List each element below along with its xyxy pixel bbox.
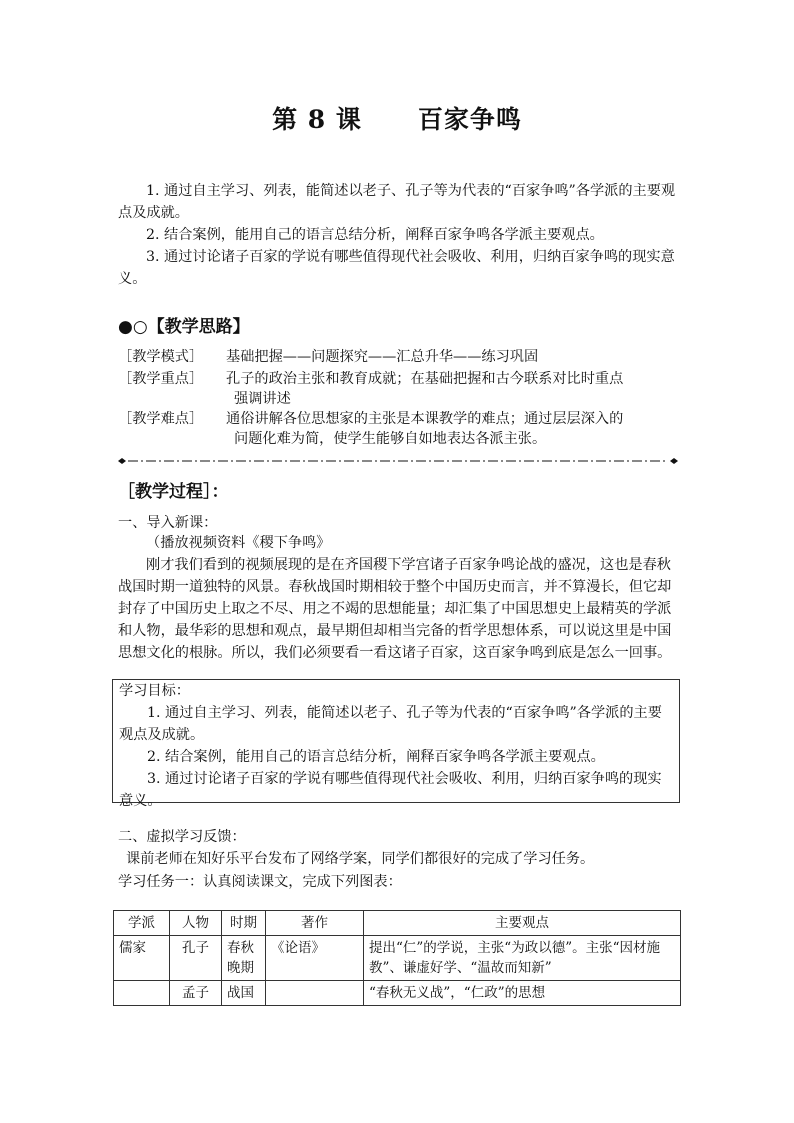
table-row xyxy=(114,981,681,1006)
table-cell xyxy=(114,981,170,1006)
lesson-number: 第 8 课 xyxy=(272,105,362,134)
table-cell: 儒家 xyxy=(114,936,170,981)
learning-objectives-box xyxy=(112,679,680,809)
box-objective-1: 1. 通过自主学习、列表，能简述以老子、孔子等为代表的“百家争鸣”各学派的主要观点及成就。 xyxy=(119,705,662,743)
document-page: 第 8 课 百家争鸣 1. 通过自主学习、列表，能简述以老子、孔子等为代表的“百家争鸣”各学派的主要观点及成就。 2. 结合案例，能用自己的语言总结分析，阐释百家争鸣各学派主要观点。 3. 通过讨论诸子百家的学说有哪些值得现代社会吸收、利用，归纳百家争鸣的现实意义。 ●○【教学思路】 ［教学模式］ 基础把握——问题探究——汇总升华——练习巩固 ［教学重点］ 孔子的政治主张和教育成就；在基础把握和古今联系对比时重点 强调讲述 ［教学难点］ 通俗讲解各位思想家的主张是本课教学的难点；通过层层深入的 问题化难为简，使学生能够自如地表达各派主张。 ［教学过程］： 一、导入新课： （播放视频资料《稷下争鸣》 刚才我们看到的视频展现的是在齐国稷下学宫诸子百家争鸣论战的盛况，这也是春秋战国时期一道独特的风景。春秋战国时期相较于整个中国历史而言，并不算漫长，但它却封存了中国历史上取之不尽、用之不竭的思想能量；却汇集了中国思想史上最精英的学派和人物，最华彩的思想和观点，最早期但却相当完备的哲学思想体系，可以说这里是中国思想文化的根脉。所以，我们必须要看一看这诸子百家，这百家争鸣到底是怎么一回事。 学习目标： 1. 通过自主学习、列表，能简述以老子、孔子等为代表的“百家争鸣”各学派的主要观点及成就。 2. 结合案例，能用自己的语言总结分析，阐释百家争鸣各学派主要观点。 3. 通过讨论诸子百家的学说有哪些值得现代社会吸收、利用，归纳百家争鸣的现实意义。 二、虚拟学习反馈： 课前老师在知好乐平台发布了网络学案，同学们都很好的完成了学习任务。 学习任务一：认真阅读课文，完成下列图表： 学派 人物 时期 著作 主要观点 儒家 孔子 春秋晚期 《论语》 提出“仁”的学说，主张“为政以德”。主张“因材施教”、谦虚好学、“温故而知新” 孟子 战国 “春秋无义战”，“仁政”的思想 xyxy=(0,0,794,1123)
table-cell: 战国 xyxy=(222,981,266,1006)
table-cell: 孟子 xyxy=(170,981,222,1006)
table-header-cell: 人物 xyxy=(170,911,222,936)
table-cell: 《论语》 xyxy=(266,936,364,981)
teaching-thought-heading: ●○【教学思路】 xyxy=(118,317,250,337)
feedback-line: 课前老师在知好乐平台发布了网络学案，同学们都很好的完成了学习任务。 xyxy=(126,851,595,867)
box-objective-2: 2. 结合案例，能用自己的语言总结分析，阐释百家争鸣各学派主要观点。 xyxy=(147,749,605,765)
table-header-cell: 学派 xyxy=(114,911,170,936)
table-cell: 孔子 xyxy=(170,936,222,981)
table-header-cell: 时期 xyxy=(222,911,266,936)
lesson-name: 百家争鸣 xyxy=(417,105,522,134)
table-cell: 春秋晚期 xyxy=(222,936,266,981)
table-header-row xyxy=(114,911,681,936)
table-cell: 提出“仁”的学说，主张“为政以德”。主张“因材施教”、谦虚好学、“温故而知新” xyxy=(364,936,681,981)
box-label: 学习目标： xyxy=(119,683,190,699)
feedback-heading: 二、虚拟学习反馈： xyxy=(118,829,246,845)
task-line: 学习任务一：认真阅读课文，完成下列图表： xyxy=(118,874,402,890)
objective-3: 3. 通过讨论诸子百家的学说有哪些值得现代社会吸收、利用，归纳百家争鸣的现实意义。 xyxy=(118,249,675,287)
objective-2: 2. 结合案例，能用自己的语言总结分析，阐释百家争鸣各学派主要观点。 xyxy=(146,227,604,243)
table-header-cell: 著作 xyxy=(266,911,364,936)
box-objective-3: 3. 通过讨论诸子百家的学说有哪些值得现代社会吸收、利用，归纳百家争鸣的现实意义。 xyxy=(119,771,662,809)
teaching-process-heading: ［教学过程］： xyxy=(118,482,229,502)
intro-paragraph: 刚才我们看到的视频展现的是在齐国稷下学宫诸子百家争鸣论战的盛况，这也是春秋战国时期一道独特的风景。春秋战国时期相较于整个中国历史而言，并不算漫长，但它却封存了中国历史上取之不尽、用之不竭的思想能量；却汇集了中国思想史上最精英的学派和人物，最华彩的思想和观点，最早期但却相当完备的哲学思想体系，可以说这里是中国思想文化的根脉。所以，我们必须要看一看这诸子百家，这百家争鸣到底是怎么一回事。 xyxy=(118,557,672,661)
intro-heading: 一、导入新课： xyxy=(118,515,218,531)
table-row xyxy=(114,936,681,981)
video-note: （播放视频资料《稷下争鸣》 xyxy=(146,535,331,551)
page-title xyxy=(0,100,794,136)
objective-1: 1. 通过自主学习、列表，能简述以老子、孔子等为代表的“百家争鸣”各学派的主要观点及成就。 xyxy=(118,183,676,221)
table-cell: “春秋无义战”，“仁政”的思想 xyxy=(364,981,681,1006)
schools-table xyxy=(113,910,681,1006)
section-divider xyxy=(118,458,678,464)
table-header-cell: 主要观点 xyxy=(364,911,681,936)
table-cell xyxy=(266,981,364,1006)
